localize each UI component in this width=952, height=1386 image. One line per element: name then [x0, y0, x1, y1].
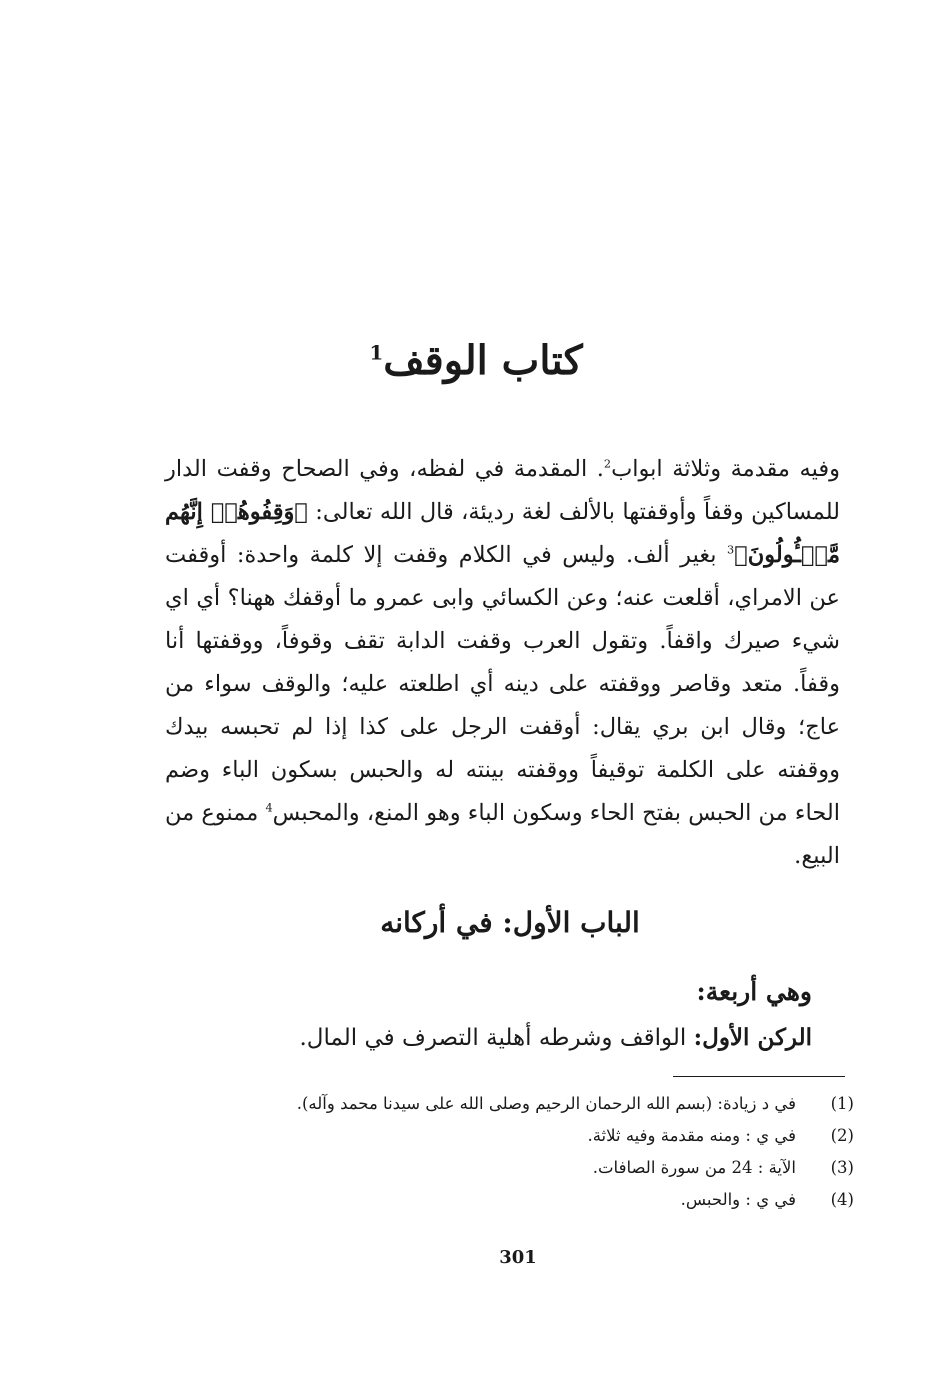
footnote-item [234, 1088, 854, 1120]
chapter-heading: الباب الأول: في أركانه [380, 906, 640, 939]
footnote-number: (3) [830, 1158, 854, 1177]
footnote-text: في د زيادة: (بسم الله الرحمان الرحيم وصلى الله على سيدنا محمد وآله). [296, 1094, 796, 1113]
footnote-number: (4) [830, 1190, 854, 1209]
footnote-number: (1) [830, 1094, 854, 1113]
footnote-ref-2: 2 [603, 457, 612, 471]
title-footnote-ref: 1 [369, 340, 384, 365]
footnote-text: الآية : 24 من سورة الصافات. [592, 1158, 796, 1177]
body-text-part-4: ممنوع من البيع. [165, 800, 840, 869]
footnote-ref-3: 3 [727, 543, 735, 557]
pillar-one [212, 1016, 812, 1060]
body-text-part-3: بغير ألف. وليس في الكلام وقفت إلا كلمة واحدة: أوقفت عن الامراي، أقلعت عنه؛ وعن الكسائي وابى عمرو ما أوقفك ههنا؟ أي اي شيء صيرك واقفاً. وتقول العرب وقفت الدابة تقف وقوفاً، ووقفتها أنا وقفاً. متعد وقاصر ووقفته على دينه أي اطلعته عليه؛ والوقف سواء من عاج؛ وقال ابن بري يقال: أوقفت الرجل على كذا إذا لم تحبسه بيدك ووقفته على الكلمة توقيفاً ووقفته بينته له والحبس بسكون الباء وضم الحاء من الحبس بفتح الحاء وسكون الباء وهو المنع، والمحبس [165, 542, 840, 826]
body-paragraph [165, 448, 840, 878]
footnote-ref-4: 4 [265, 801, 273, 815]
section-intro: وهي أربعة: [696, 977, 812, 1006]
pillar-one-label: الركن الأول: [693, 1024, 812, 1051]
footnote-text: في ي : ومنه مقدمة وفيه ثلاثة. [587, 1126, 796, 1145]
body-text-part-1: وفيه مقدمة وثلاثة ابواب [611, 456, 840, 482]
pillar-one-text: الواقف وشرطه أهلية التصرف في المال. [299, 1025, 694, 1051]
page-title [0, 333, 952, 389]
footnote-item [234, 1152, 854, 1184]
footnotes [234, 1088, 854, 1216]
footnote-divider [673, 1076, 845, 1077]
title-text: كتاب الوقف [383, 337, 583, 384]
quran-verse: ﴿وَقِفُوهُمۡ إِنَّهُم مَّسۡـُٔولُونَ﴾ [165, 499, 840, 568]
body-text-part-2: . المقدمة في لفظه، وفي الصحاح وقفت الدار للمساكين وقفاً وأوقفتها بالألف لغة رديئة، قال الله تعالى: [165, 456, 840, 525]
footnote-number: (2) [830, 1126, 854, 1145]
footnote-item [234, 1120, 854, 1152]
footnote-item [234, 1184, 854, 1216]
page-number: 301 [499, 1247, 537, 1268]
footnote-text: في ي : والحبس. [680, 1190, 796, 1209]
